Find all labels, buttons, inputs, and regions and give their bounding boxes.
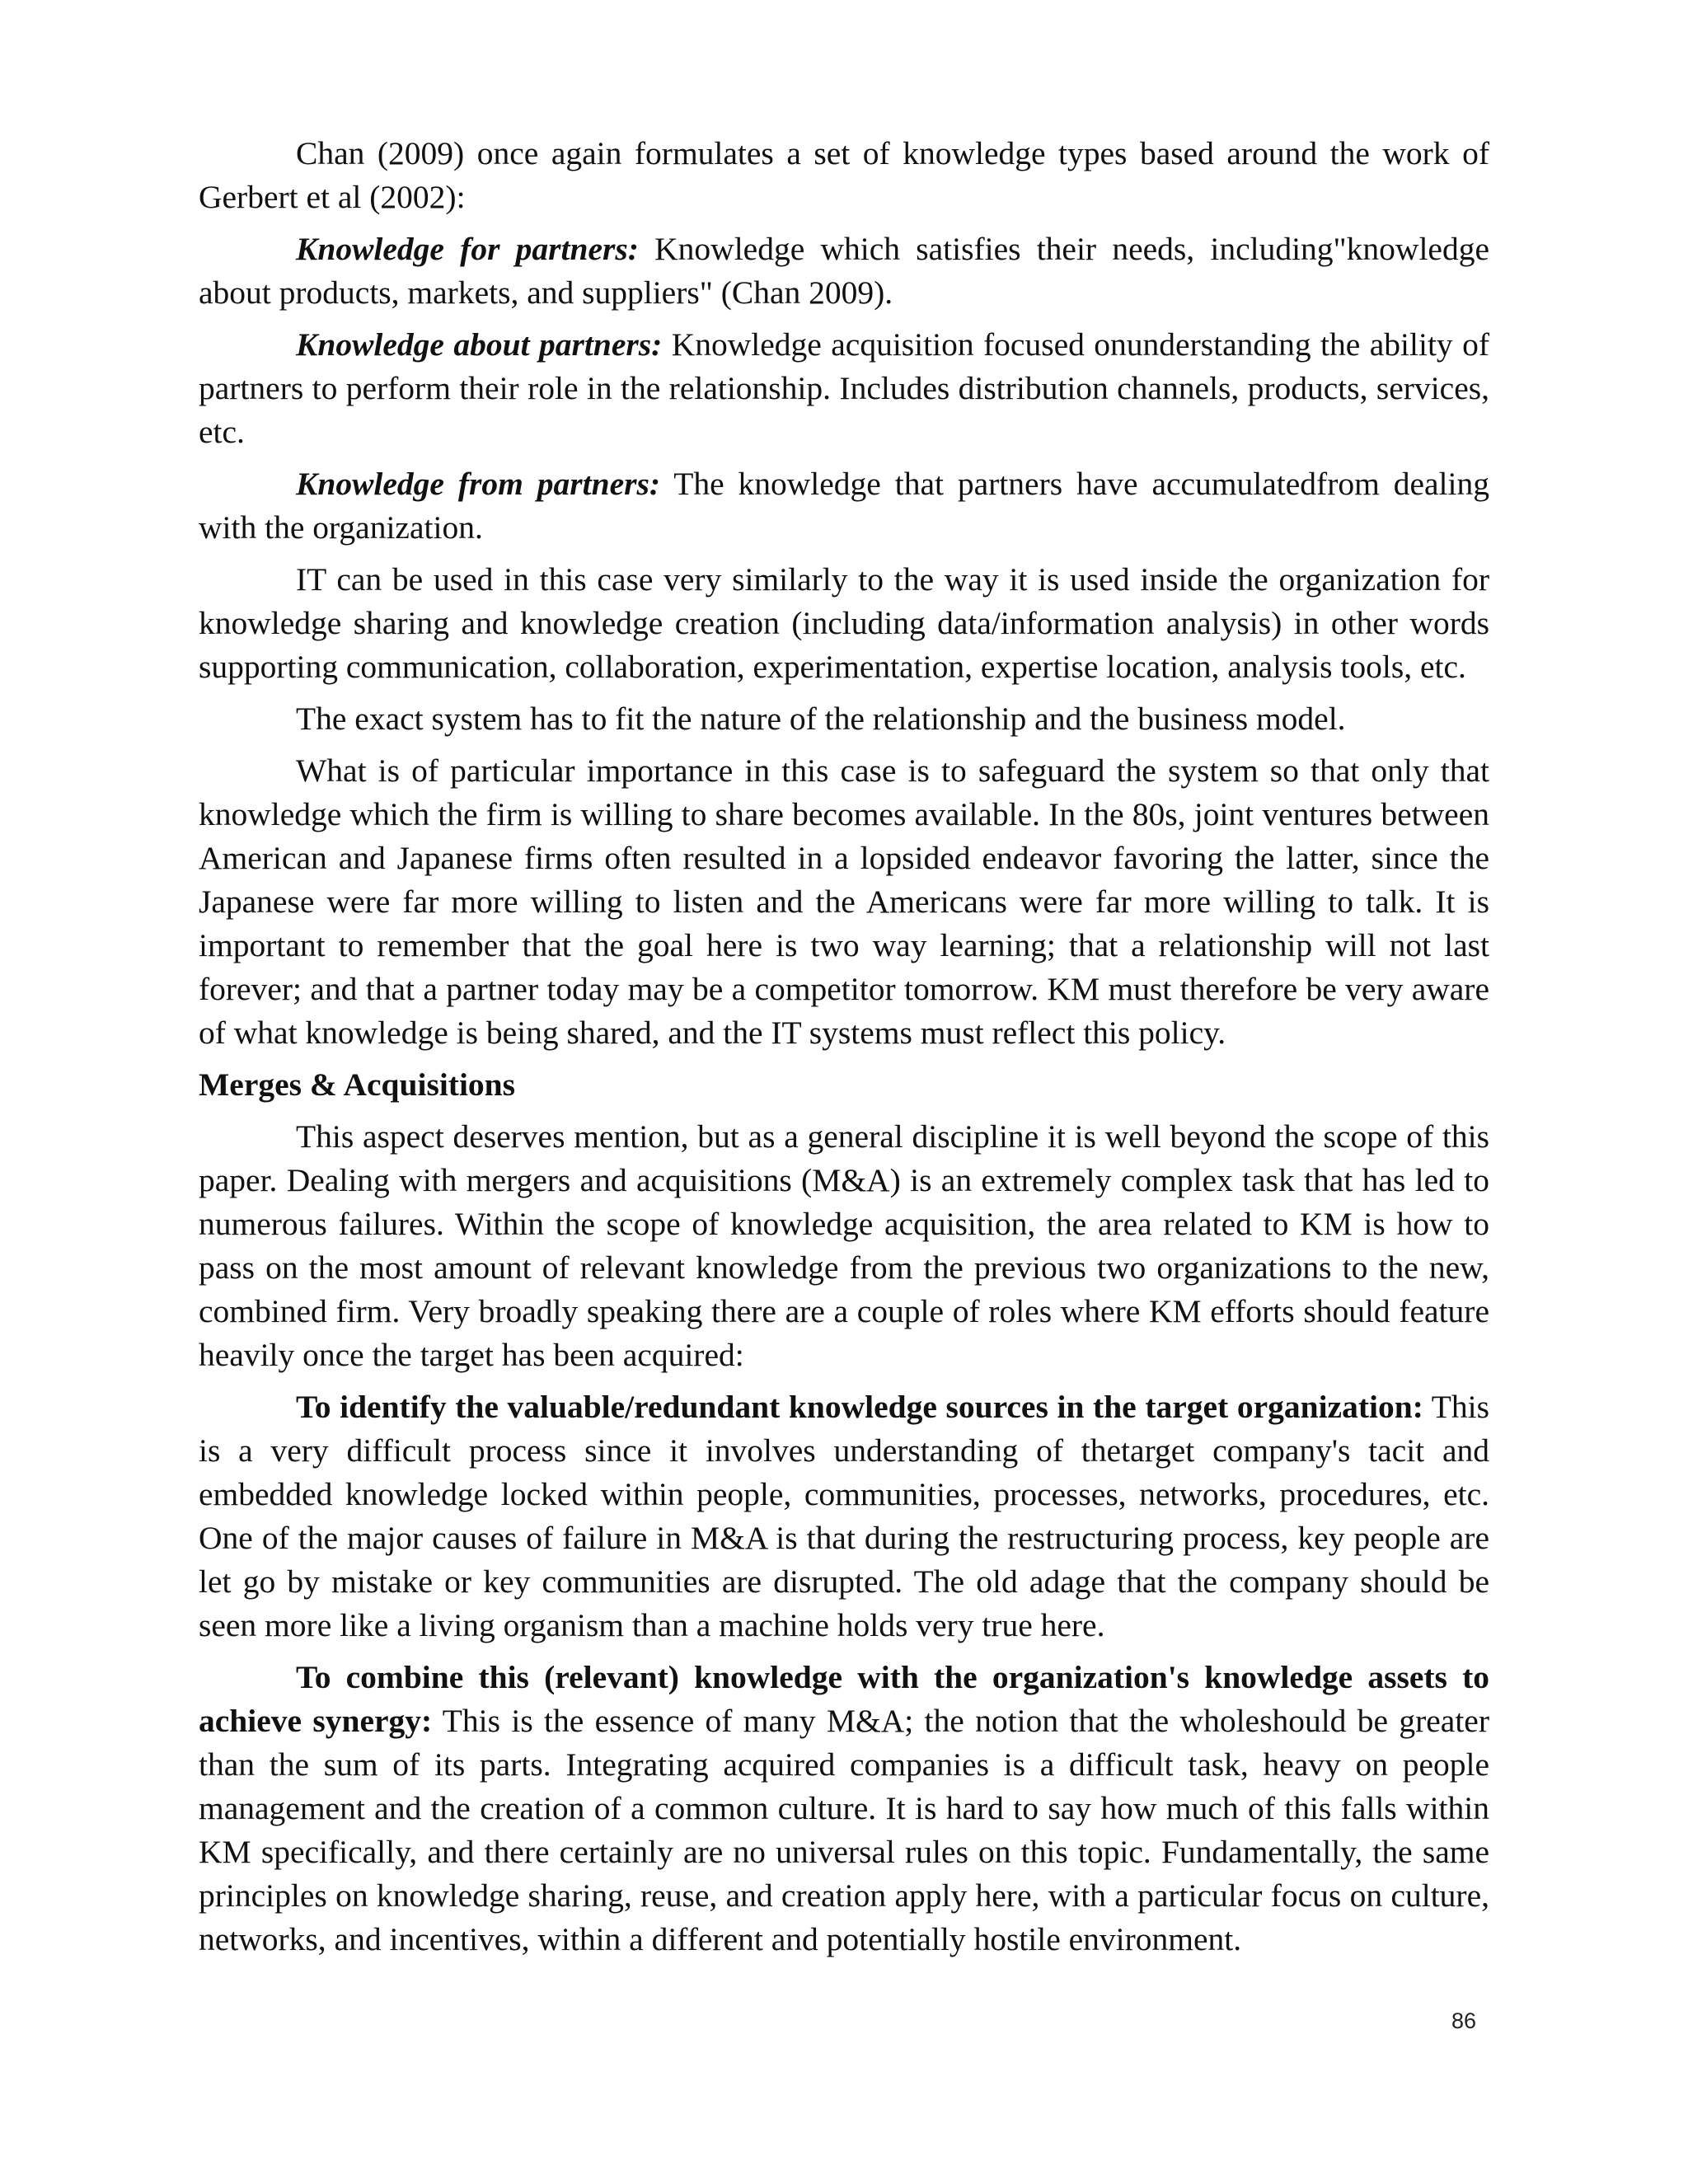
paragraph-exact-system: The exact system has to fit the nature of the relationship and the business model. — [296, 701, 1346, 737]
section-heading-mergers: Merges & Acquisitions — [199, 1066, 516, 1103]
page-number: 86 — [1451, 2008, 1477, 2033]
definition-knowledge-for-partners: Knowledge which satisfies their needs, including"knowledge about products, markets, and suppliers" (Chan 2009). — [199, 231, 1489, 311]
term-knowledge-from-partners: Knowledge from partners: — [296, 466, 661, 502]
paragraph-combine-knowledge — [199, 1656, 1489, 1961]
body-text — [199, 132, 1489, 1970]
definition-knowledge-about-partners: Knowledge acquisition focused onunderstanding the ability of partners to perform their role in the relationship. Includes distribution channels, products, services, etc. — [199, 326, 1490, 450]
paragraph-intro: Chan (2009) once again formulates a set of knowledge types based around the work of Gerbert et al (2002): — [199, 135, 1489, 215]
definition-combine-knowledge: This is the essence of many M&A; the notion that the wholeshould be greater than the sum of its parts. Integrating acquired companies is a difficult task, heavy on people management and the creation of a common culture. It is hard to say how much of this falls within KM specifically, and there certainly are no universal rules on this topic. Fundamentally, the same principles on knowledge sharing, reuse, and creation apply here, with a particular focus on culture, networks, and incentives, within a different and potentially hostile environment. — [199, 1703, 1489, 1957]
term-combine-knowledge: To combine this (relevant) knowledge with the organization's knowledge assets to achieve synergy: — [199, 1659, 1489, 1739]
paragraph-it-usage: IT can be used in this case very similarly to the way it is used inside the organization for knowledge sharing and knowledge creation (including data/information analysis) in other words supporting communication, collaboration, experimentation, expertise location, analysis tools, etc. — [199, 561, 1489, 685]
term-identify-sources: To identify the valuable/redundant knowledge sources in the target organization: — [296, 1389, 1423, 1425]
paragraph-safeguard: What is of particular importance in this case is to safeguard the system so that only that knowledge which the firm is willing to share becomes available. In the 80s, joint ventures between American and Japanese firms often resulted in a lopsided endeavor favoring the latter, since the Japanese were far more willing to listen and the Americans were far more willing to talk. It is important to remember that the goal here is two way learning; that a relationship will not last forever; and that a partner today may be a competitor tomorrow. KM must therefore be very aware of what knowledge is being shared, and the IT systems must reflect this policy. — [199, 752, 1489, 1051]
paragraph-identify-sources — [199, 1385, 1489, 1647]
definition-identify-sources: This is a very difficult process since it involves understanding of thetarget company's tacit and embedded knowledge locked within people, communities, processes, networks, procedures, etc. One of the major causes of failure in M&A is that during the restructuring process, key people are let go by mistake or key communities are disrupted. The old adage that the company should be seen more like a living organism than a machine holds very true here. — [199, 1389, 1489, 1643]
paragraph-mergers-intro: This aspect deserves mention, but as a general discipline it is well beyond the scope of this paper. Dealing with mergers and acquisitions (M&A) is an extremely complex task that has led to numerous failures. Within the scope of knowledge acquisition, the area related to KM is how to pass on the most amount of relevant knowledge from the previous two organizations to the new, combined firm. Very broadly speaking there are a couple of roles where KM efforts should feature heavily once the target has been acquired: — [199, 1118, 1489, 1373]
definition-knowledge-from-partners: The knowledge that partners have accumulatedfrom dealing with the organization. — [199, 466, 1489, 546]
paragraph-knowledge-from-partners — [199, 462, 1489, 550]
term-knowledge-about-partners: Knowledge about partners: — [296, 326, 663, 363]
paragraph-knowledge-about-partners — [199, 323, 1489, 454]
paragraph-knowledge-for-partners — [199, 227, 1489, 315]
term-knowledge-for-partners: Knowledge for partners: — [296, 231, 639, 267]
